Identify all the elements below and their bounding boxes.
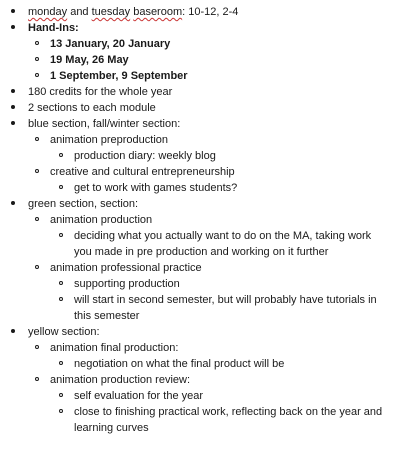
- list-item-text: 1 September, 9 September: [50, 70, 188, 82]
- list-item-text: self evaluation for the year: [74, 390, 204, 402]
- bullet-circle: [32, 52, 42, 68]
- bullet-circle: [56, 292, 66, 308]
- list-item-text: 2 sections to each module: [28, 102, 156, 114]
- list-item: [0, 276, 400, 292]
- bullet-dot: [8, 100, 18, 116]
- notes-document: [0, 4, 400, 436]
- list-item-text: creative and cultural entrepreneurship: [50, 166, 235, 178]
- list-item: [0, 52, 400, 68]
- list-item: [0, 228, 400, 260]
- bullet-circle: [56, 228, 66, 244]
- list-item: [0, 180, 400, 196]
- list-item: [0, 20, 400, 36]
- list-item-text: Hand-Ins:: [28, 22, 79, 34]
- list-item-text: get to work with games students?: [74, 182, 238, 194]
- list-item: [0, 100, 400, 116]
- misspelled-word: baseroom: [133, 6, 183, 18]
- bullet-circle: [32, 68, 42, 84]
- bullet-circle: [32, 372, 42, 388]
- list-item: [0, 404, 400, 436]
- list-item: [0, 36, 400, 52]
- list-item: [0, 4, 400, 20]
- list-item: [0, 324, 400, 340]
- list-item-text: animation preproduction: [50, 134, 169, 146]
- list-item-text: animation production: [50, 214, 153, 226]
- list-item: [0, 116, 400, 132]
- list-item: [0, 260, 400, 276]
- bullet-circle: [56, 180, 66, 196]
- bullet-dot: [8, 116, 18, 132]
- bullet-circle: [32, 36, 42, 52]
- bullet-circle: [32, 260, 42, 276]
- bullet-circle: [56, 388, 66, 404]
- bullet-dot: [8, 196, 18, 212]
- list-item-text: blue section, fall/winter section:: [28, 118, 181, 130]
- list-item: [0, 84, 400, 100]
- bullet-dot: [8, 84, 18, 100]
- list-item: [0, 372, 400, 388]
- list-item: [0, 212, 400, 228]
- bullet-circle: [56, 356, 66, 372]
- bullet-dot: [8, 4, 18, 20]
- list-item: [0, 388, 400, 404]
- bullet-circle: [32, 164, 42, 180]
- list-item: [0, 292, 400, 324]
- bullet-circle: [56, 276, 66, 292]
- bullet-circle: [32, 212, 42, 228]
- list-item: [0, 356, 400, 372]
- list-item: [0, 68, 400, 84]
- list-item: [0, 148, 400, 164]
- list-item-text: close to finishing practical work, reflecting back on the year and learning curves: [74, 406, 383, 434]
- bullet-circle: [32, 132, 42, 148]
- misspelled-word: tuesday: [91, 6, 131, 18]
- list-item-text: green section, section:: [28, 198, 139, 210]
- list-item-text: production diary: weekly blog: [74, 150, 216, 162]
- list-item-text: animation professional practice: [50, 262, 202, 274]
- list-item-text: will start in second semester, but will probably have tutorials in this semester: [74, 294, 377, 322]
- list-item: [0, 164, 400, 180]
- list-item-text: monday and tuesday baseroom: 10-12, 2-4: [28, 6, 239, 18]
- list-item: [0, 132, 400, 148]
- list-item: [0, 196, 400, 212]
- page-bottom-clip: [0, 444, 400, 450]
- bullet-circle: [32, 340, 42, 356]
- misspelled-word: monday: [28, 6, 68, 18]
- bullet-dot: [8, 20, 18, 36]
- list-item-text: deciding what you actually want to do on the MA, taking work you made in pre production and working on it further: [74, 230, 372, 258]
- bullet-dot: [8, 324, 18, 340]
- list-item-text: negotiation on what the final product will be: [74, 358, 285, 370]
- bullet-circle: [56, 148, 66, 164]
- list-item-text: 180 credits for the whole year: [28, 86, 173, 98]
- list-item-text: supporting production: [74, 278, 180, 290]
- list-item-text: animation production review:: [50, 374, 191, 386]
- list-item-text: yellow section:: [28, 326, 100, 338]
- bullet-circle: [56, 404, 66, 420]
- list-item-text: 13 January, 20 January: [50, 38, 171, 50]
- list-item-text: 19 May, 26 May: [50, 54, 129, 66]
- list-item-text: animation final production:: [50, 342, 179, 354]
- list-item: [0, 340, 400, 356]
